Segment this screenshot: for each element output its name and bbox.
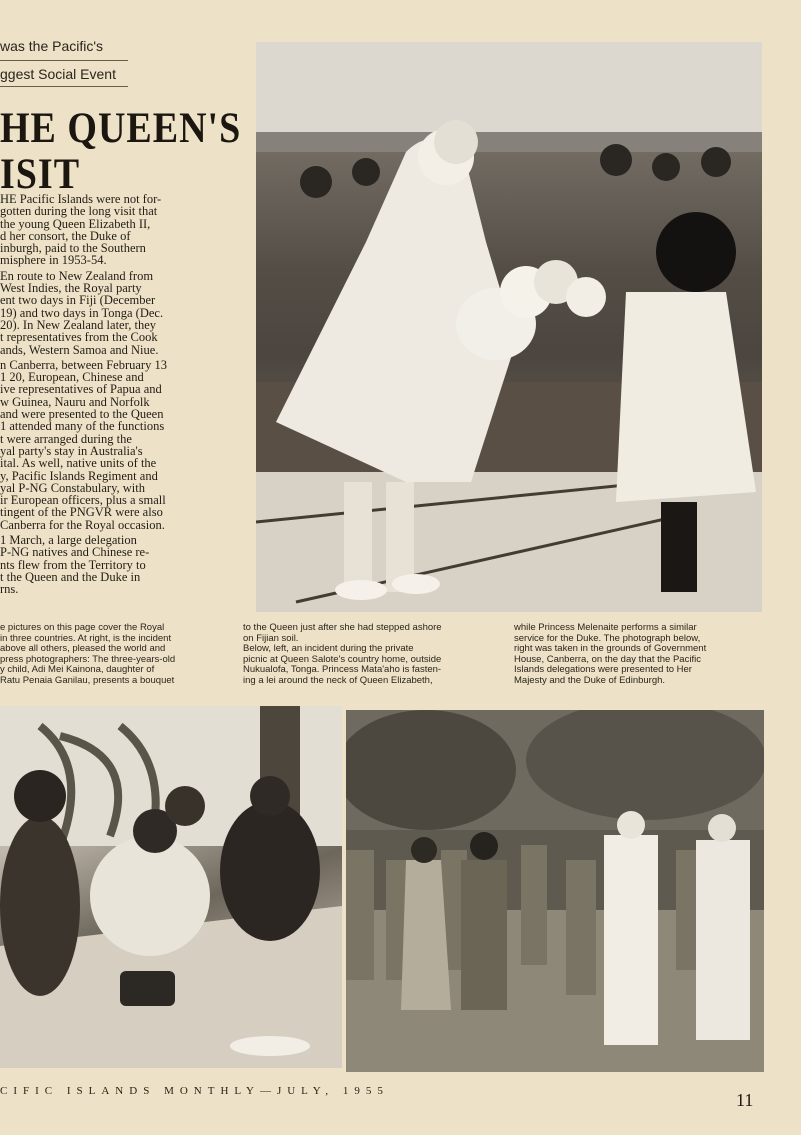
- photo-queen-bouquet: [256, 42, 762, 612]
- article-body: [0, 193, 232, 599]
- headline-line-1: HE QUEEN'S: [0, 104, 242, 153]
- kicker-rule: [0, 60, 128, 61]
- caption-column-3: while Princess Melenaite performs a similar service for the Duke. The photograph below, right was taken in the grounds of Government House, Canberra, on the day that the Pacific Islands delegations were presented to Her Majesty and the Duke of Edinburgh.: [514, 622, 707, 686]
- article-paragraph: En route to New Zealand from West Indies, the Royal party ent two days in Fiji (December 19) and two days in Tonga (Dec. 20). In New Zealand later, they t representatives from the Cook ands, Western Samoa and Niue.: [0, 268, 164, 357]
- photo-tonga-picnic-art: [0, 706, 342, 1068]
- kicker-line-2: ggest Social Event: [0, 66, 116, 82]
- photo-canberra-inspection: [346, 710, 764, 1072]
- page-number: 11: [736, 1090, 754, 1110]
- caption-column-2: to the Queen just after she had stepped ashore on Fijian soil. Below, left, an incident during the private picnic at Queen Salote's country home, outside Nukualofa, Tonga. Princess Mata'aho is fasten- ing a lei around the neck of Queen Elizabeth,: [243, 622, 442, 686]
- article-paragraph: n Canberra, between February 13 1 20, European, Chinese and ive representatives of Papua and w Guinea, Nauru and Norfolk and were presented to the Queen 1 attended many of the functions t were arranged during the yal party's stay in Australia's ital. As well, native units of the y, Pacific Islands Regiment and yal P-NG Constabulary, with ir European officers, plus a small tingent of the PNGVR were also Canberra for the Royal occasion.: [0, 357, 167, 532]
- article-paragraph: HE Pacific Islands were not for- gotten during the long visit that the young Queen Elizabeth II, d her consort, the Duke of inburgh, paid to the Southern misphere in 1953-54.: [0, 192, 162, 268]
- kicker-rule: [0, 86, 128, 87]
- headline-line-2: ISIT: [0, 150, 81, 199]
- footer-masthead: CIFIC ISLANDS MONTHLY—JULY, 1955: [0, 1085, 389, 1097]
- article-paragraph: 1 March, a large delegation P-NG natives and Chinese re- nts flew from the Territory to t the Queen and the Duke in rns.: [0, 533, 150, 597]
- photo-canberra-inspection-art: [346, 710, 764, 1072]
- photo-tonga-picnic: [0, 706, 342, 1068]
- kicker-line-1: was the Pacific's: [0, 38, 104, 54]
- photo-queen-bouquet-art: [256, 42, 762, 612]
- caption-column-1: e pictures on this page cover the Royal in three countries. At right, is the incident above all others, pleased the world and press photographers: The three-years-old y child, Adi Mei Kainona, daughter of Ratu Penaia Ganilau, presents a bouquet: [0, 622, 176, 686]
